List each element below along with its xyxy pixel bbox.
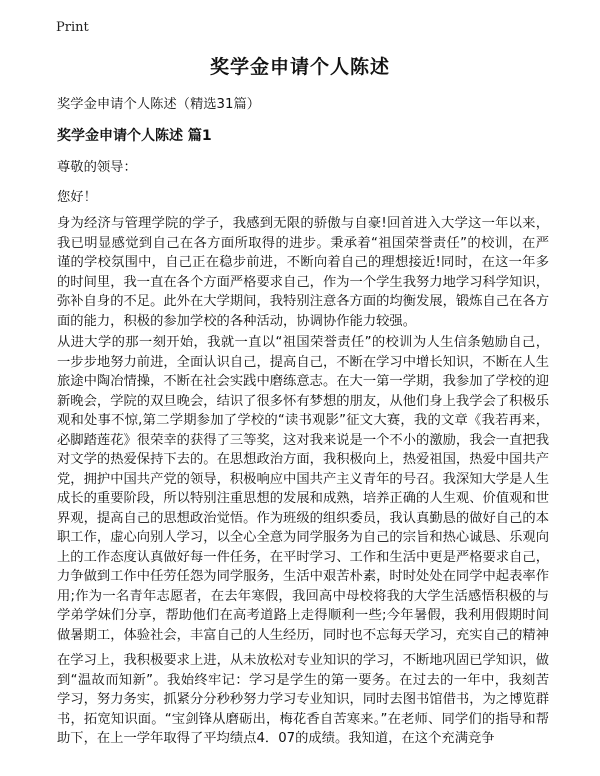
document-title: 奖学金申请个人陈述: [209, 56, 390, 78]
body-paragraph-2: 从进大学的那一刻开始，我就一直以“祖国荣誉责任”的校训为人生信条勉励自己，一步步地努力前进，全面认识自己，提高自己，不断在学习中增长知识，不断在人生旅途中陶冶情操，不断在社会实践中磨练意志。在大一第一学期，我参加了学校的迎新晚会，学院的双旦晚会，结识了很多怀有梦想的朋友，从他们身上我学会了积极乐观和处事不惊,第二学期参加了学校的“读书观影”征文大赛，我的文章《我若再来，必脚踏莲花》很荣幸的获得了三等奖，这对我来说是一个不小的激励，我会一直把我对文学的热爱保持下去的。在思想政治方面，我积极向上，热爱祖国，热爱中国共产党，拥护中国共产党的领导，积极响应中国共产主义青年的号召。我深知大学是人生成长的重要阶段，所以特别注重思想的发展和成熟，培养正确的人生观、价值观和世界观，提高自己的思想政治觉悟。作为班级的组织委员，我认真勤恳的做好自己的本职工作，虚心向别人学习，以全心全意为同学服务为自己的宗旨和热心诚恳、乐观向上的工作态度认真做好每一件任务，在平时学习、工作和生活中更是严格要求自己，力争做到工作中任劳任怨为同学服务，生活中艰苦朴素，时时处处在同学中起表率作用;作为一名青年志愿者，在去年寒假，我回高中母校将我的大学生活感悟积极的与学弟学妹们分享，帮助他们在高考道路上走得顺利一些;今年暑假，我利用假期时间做暑期工，体验社会，丰富自己的人生经历，同时也不忘每天学习，充实自己的精神: [57, 335, 549, 643]
salutation: 尊敬的领导：: [57, 160, 137, 175]
document-subtitle: 奖学金申请个人陈述（精选31篇）: [57, 97, 261, 112]
body-paragraph-1: 身为经济与管理学院的学子，我感到无限的骄傲与自豪!回首进入大学这一年以来，我已明显感觉到自己在各方面所取得的进步。秉承着“祖国荣誉责任”的校训，在严谨的学校氛围中，自己正在稳步前进，不断向着自己的理想接近!同时，在这一年多的时间里，我一直在各个方面严格要求自己，作为一个学生我努力地学习科学知识，弥补自身的不足。此外在大学期间，我特别注意各方面的均衡发展，锻炼自己在各方面的能力，积极的参加学校的各种活动，协调协作能力较强。: [57, 216, 549, 329]
print-link[interactable]: Print: [56, 20, 89, 35]
section-heading: 奖学金申请个人陈述 篇1: [57, 128, 212, 144]
body-paragraph-3: 在学习上，我积极要求上进，从未放松对专业知识的学习，不断地巩固已学知识，做到“温故而知新”。我始终牢记：学习是学生的第一要务。在过去的一年中，我刻苦学习，努力务实，抓紧分分秒秒努力学习专业知识，同时去图书馆借书，为之博览群书，拓宽知识面。“宝剑锋从磨砺出，梅花香自苦寒来。”在老师、同学们的指导和帮助下，在上一学年取得了平均绩点4．07的成绩。我知道，在这个充满竞争: [57, 653, 549, 746]
greeting: 您好！: [57, 190, 97, 205]
